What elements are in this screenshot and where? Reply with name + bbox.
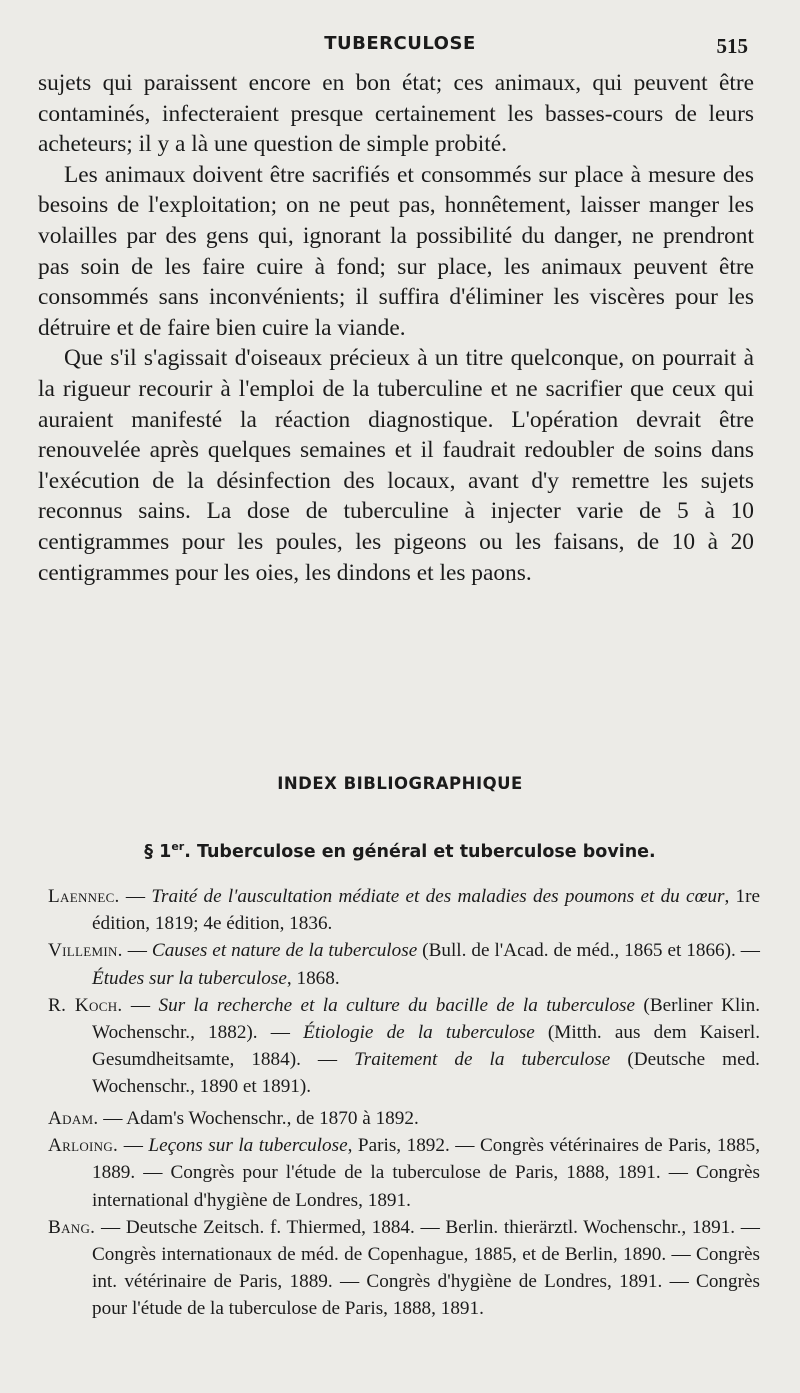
body-text (38, 68, 754, 588)
reference-text: , 1868. (286, 967, 340, 989)
reference-text: (Deutsche med. Wochenschr., 1890 et 1891). (92, 1049, 760, 1098)
reference-text: — (119, 886, 152, 907)
reference-list (48, 1105, 760, 1323)
reference-author: Villemin. (48, 940, 123, 962)
section-heading-prefix: § 1 (144, 841, 172, 862)
reference-work-title: Traitement de la tuberculose (354, 1049, 611, 1071)
reference-work-title: Causes et nature de la tuberculose (151, 940, 418, 962)
reference-entry (48, 883, 760, 937)
reference-author: Laennec. (48, 886, 120, 907)
running-header (0, 33, 800, 59)
reference-text: — Adam's Wochenschr., de 1870 à 1892. (98, 1108, 419, 1129)
paragraph: Que s'il s'agissait d'oiseaux précieux à un titre quelconque, on pourrait à la rigueur recourir à l'emploi de la tuberculine et ne sacrifier que ceux qui auraient manifesté la réaction diagnostique. L'opération devrait être renouvelée après quelques semaines et il faudrait redoubler de soins dans l'exécution de la désinfection des locaux, avant d'y remettre les sujets reconnus sains. La dose de tuberculine à injecter varie de 5 à 10 centigrammes pour les poules, les pigeons ou les faisans, de 10 à 20 centigrammes pour les oies, les dindons et les paons. (38, 345, 754, 586)
reference-author: R. Koch. (48, 994, 123, 1016)
reference-entry (48, 992, 760, 1101)
section-heading-sup: er (171, 840, 185, 853)
reference-entry (48, 1132, 760, 1214)
reference-work-title: Leçons sur la tuberculose (148, 1135, 348, 1157)
reference-author: Arloing. (48, 1135, 119, 1157)
reference-text: — (122, 994, 159, 1016)
reference-work-title: Traité de l'auscultation médiate et des maladies des poumons et du cœur (151, 886, 725, 907)
section-heading-text: . Tuberculose en général et tuberculose bovine. (184, 841, 656, 862)
reference-work-title: Études sur la tuberculose (92, 967, 287, 989)
reference-entry (48, 1105, 760, 1132)
reference-author: Bang. (48, 1216, 96, 1238)
paragraph: Les animaux doivent être sacrifiés et consommés sur place à mesure des besoins de l'exploitation; on ne peut pas, honnêtement, laisser manger les volailles par des gens qui, ignorant la possibilité du danger, ne prendront pas soin de les faire cuire à fond; sur place, les animaux peuvent être consommés sans inconvénients; il suffira d'éliminer les viscères pour les détruire et de faire bien cuire la viande. (38, 161, 754, 341)
reference-text: (Berliner Klin. Wochenschr., 1882). — (92, 994, 760, 1044)
reference-entry (48, 1214, 760, 1323)
reference-text: , Paris, 1892. — Congrès vétérinaires de Paris, 1885, 1889. — Congrès pour l'étude de la tuberculose de Paris, 1888, 1891. — Congrès international d'hygiène de Londres, 1891. (92, 1135, 760, 1211)
reference-author: Adam. (48, 1108, 99, 1129)
reference-work-title: Sur la recherche et la culture du bacille de la tuberculose (158, 994, 636, 1016)
reference-entry (48, 937, 760, 991)
reference-text: (Bull. de l'Acad. de méd., 1865 et 1866). — (417, 940, 760, 962)
running-title: TUBERCULOSE (324, 33, 476, 54)
page-number: 515 (716, 34, 748, 58)
reference-text: — (122, 940, 152, 962)
index-heading: INDEX BIBLIOGRAPHIQUE (277, 774, 523, 793)
reference-text: — (118, 1135, 149, 1157)
paragraph: sujets qui paraissent encore en bon état; ces animaux, qui peuvent être contaminés, infecteraient presque certainement les basses-cours de leurs acheteurs; il y a là une question de simple probité. (38, 70, 754, 158)
reference-text: (Mitth. aus dem Kaiserl. Gesumdheitsamte, 1884). — (92, 1022, 760, 1071)
reference-text: — Deutsche Zeitsch. f. Thiermed, 1884. — Berlin. thierärztl. Wochenschr., 1891. — Congrès internationaux de méd. de Copenhague, 1885, et de Berlin, 1890. — Congrès int. vétérinaire de Paris, 1889. — Congrès d'hygiène de Londres, 1891. — Congrès pour l'étude de la tuberculose de Paris, 1888, 1891. (92, 1216, 760, 1320)
reference-list (48, 883, 760, 1101)
reference-work-title: Étiologie de la tuberculose (303, 1022, 535, 1044)
section-heading (0, 840, 800, 862)
reference-text: , 1re édition, 1819; 4e édition, 1836. (92, 886, 761, 935)
